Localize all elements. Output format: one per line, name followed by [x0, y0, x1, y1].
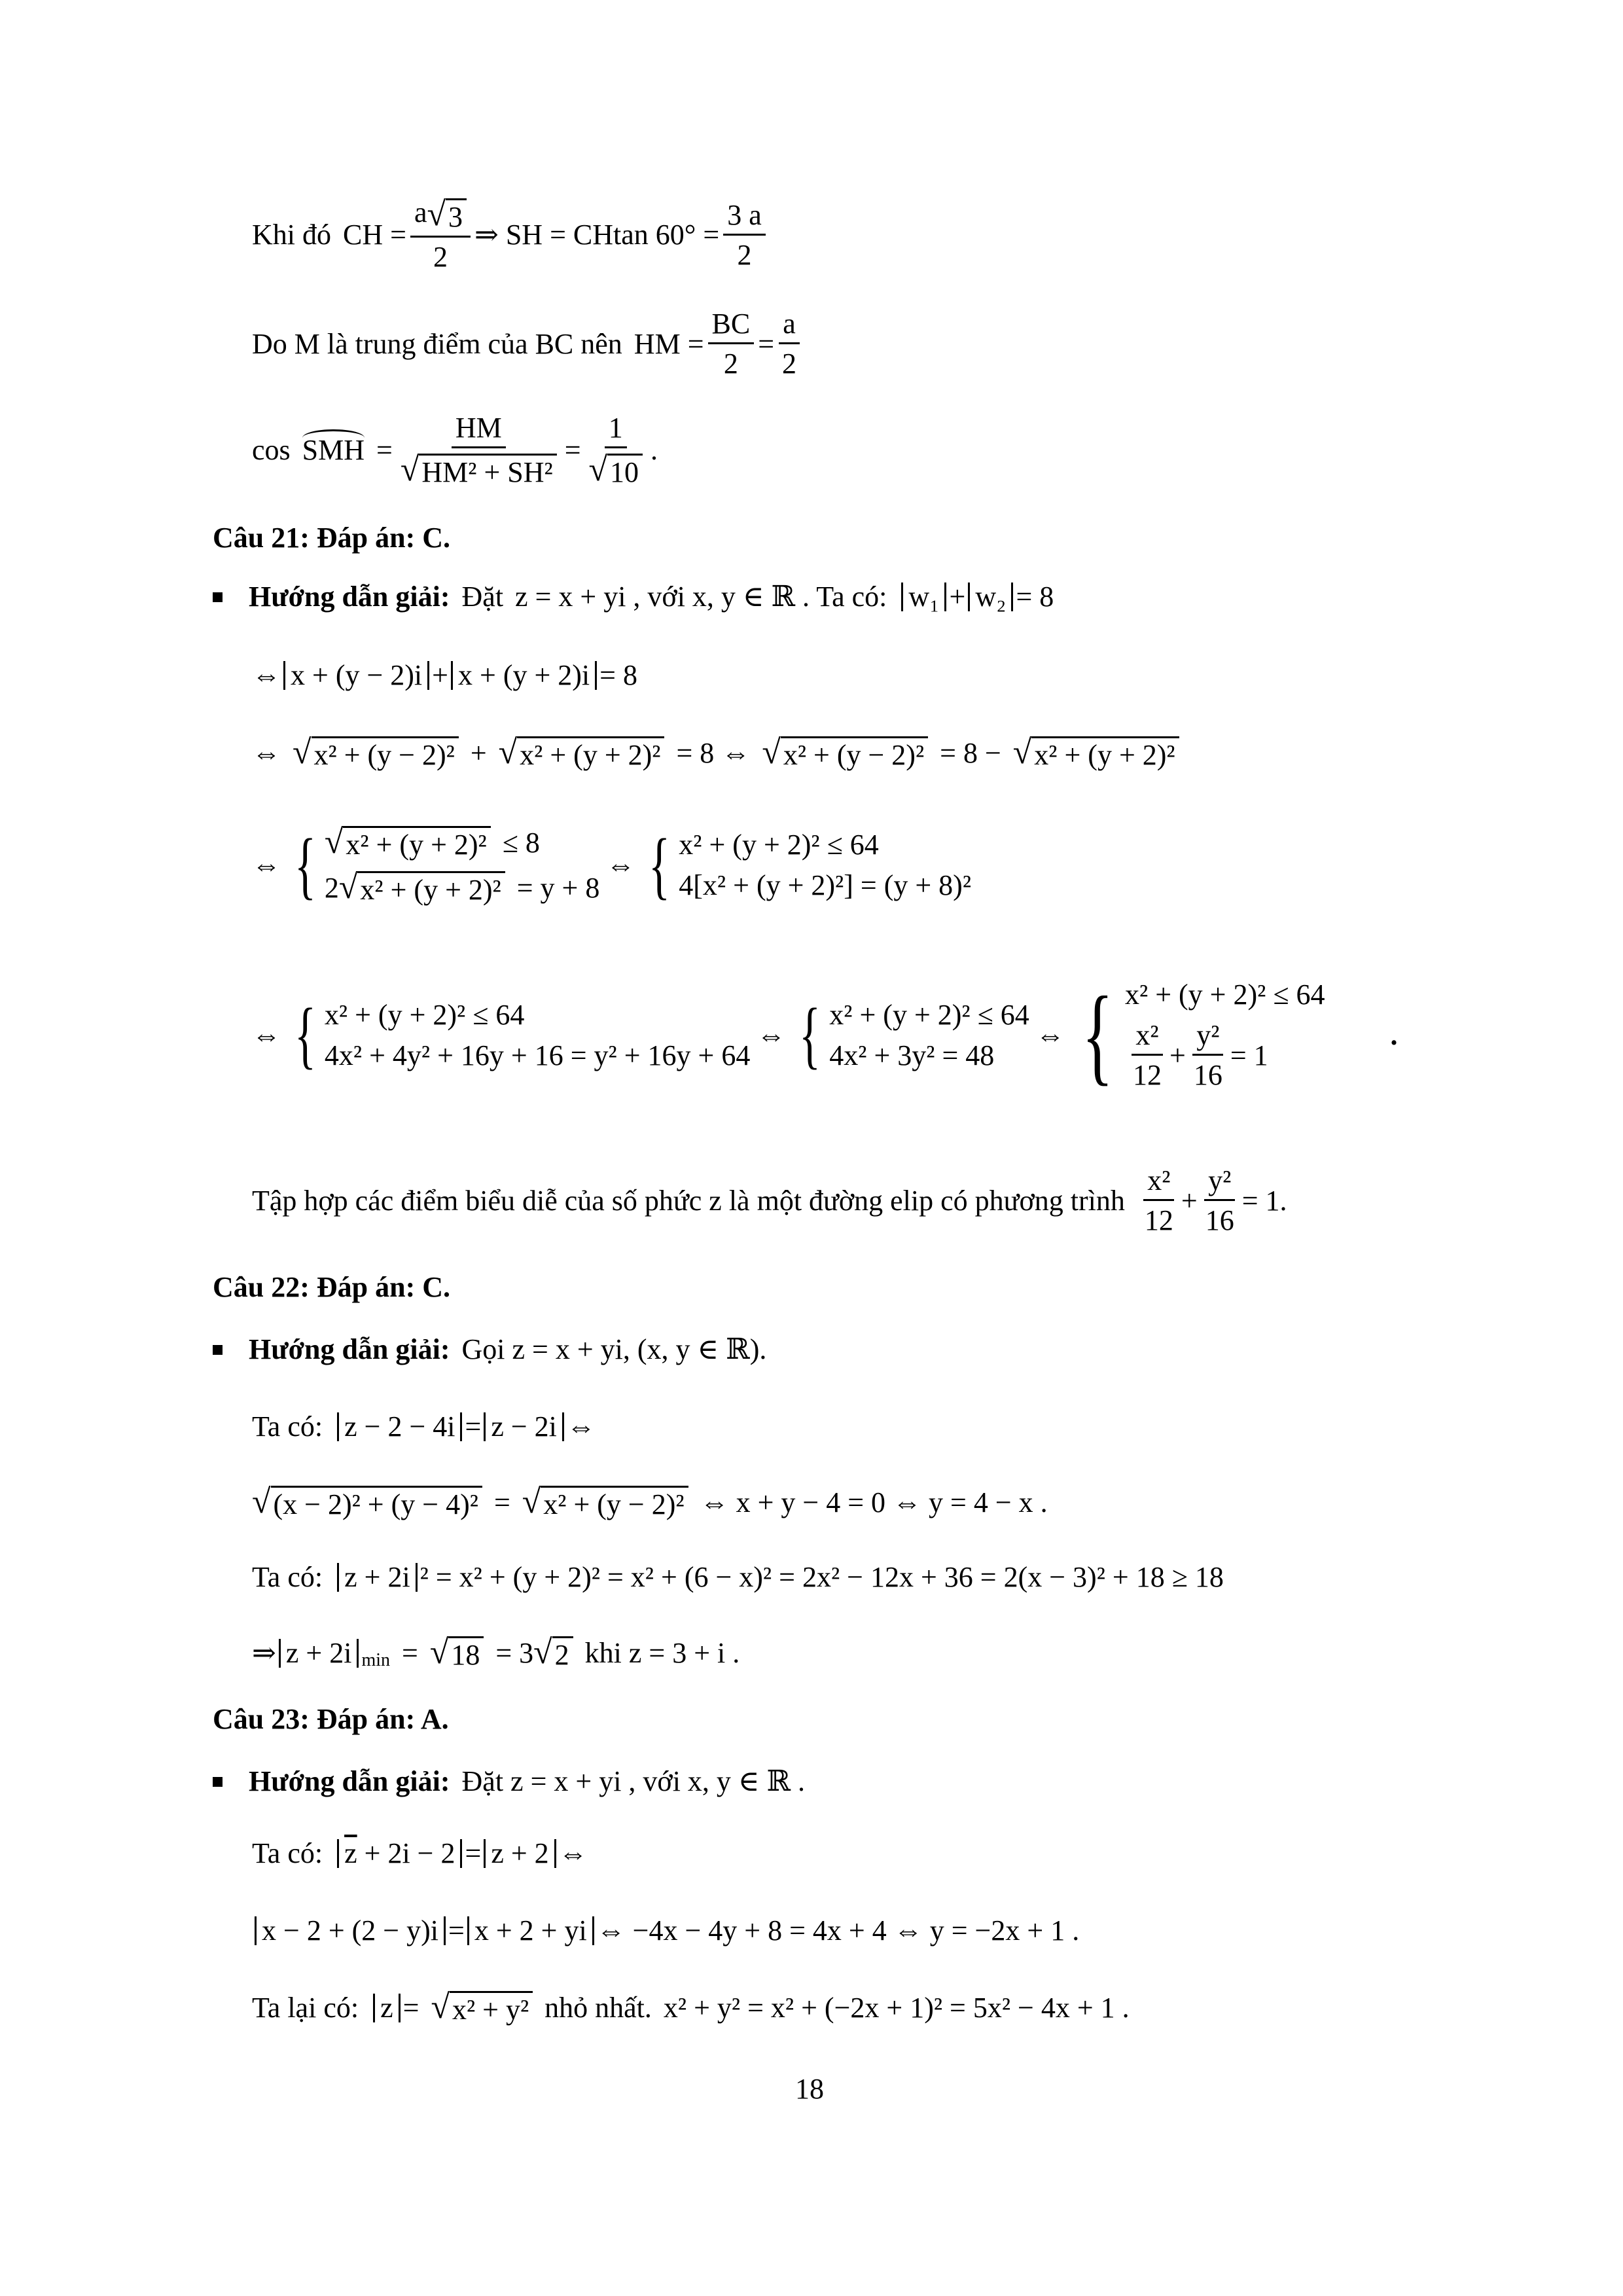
math: cos — [252, 434, 291, 467]
abs-value: z + 2i — [279, 1639, 359, 1668]
abs-value: z − 2i — [484, 1412, 564, 1441]
abs-value: w₂ — [968, 583, 1013, 611]
math: = — [376, 434, 393, 467]
equation-system: { x² + (y + 2)² ≤ 64 $\frac{\text{x²}}{12}$ + $\frac{\text{y²}}{16}$ = 1 — [1081, 975, 1325, 1096]
heading-q23: Câu 23: Đáp án: A. — [213, 1703, 449, 1735]
abs-value: z + 2 — [484, 1839, 556, 1868]
frac-den: 2 — [433, 241, 448, 274]
fraction: $\frac{\text{y²}}{16}$ — [1193, 1019, 1222, 1092]
sqrt: √ x² + (y + 2)² — [339, 871, 505, 905]
q22-step-2: √ (x − 2)² + (y − 4)² = √ x² + (y − 2)² ⇔ x + y − 4 = 0 ⇔ y = 4 − x . — [252, 1483, 1048, 1520]
q23-step-2: x − 2 + (2 − y)i = x + 2 + yi ⇔ −4x − 4y + 8 = 4x + 4 ⇔ y = −2x + 1 . — [252, 1916, 1079, 1945]
math: = — [564, 434, 581, 467]
q22-step-1: Ta có: z − 2 − 4i = z − 2i ⇔ — [252, 1410, 596, 1443]
sqrt: √ HM² + SH² — [401, 454, 557, 487]
sqrt: √ 10 — [589, 454, 643, 487]
q21-step-1: ⇔ x + (y − 2)i + x + (y + 2)i = 8 — [252, 659, 637, 691]
q21-step-3: ⇔ { √ x² + (y + 2)² ≤ 8 2 √ x² + (y + 2)² = y + 8 ⇔ { x² + (y + 2)² ≤ 64 4[x² + (y + 2)²] = (y + 8)² — [252, 823, 972, 906]
sqrt: √ (x − 2)² + (y − 4)² — [252, 1486, 482, 1519]
q22-step-3: Ta có: z + 2i ² = x² + (y + 2)² = x² + (6 − x)² = 2x² − 12x + 36 = 2(x − 3)² + 18 ≥ 18 — [252, 1561, 1224, 1593]
frac-num: a — [414, 196, 427, 228]
fraction: HM √ HM² + SH² — [397, 414, 561, 487]
sqrt: √ x² + (y + 2)² — [325, 826, 491, 859]
math: = — [758, 327, 775, 360]
intro-text: Do M là trung điểm của BC nên — [252, 327, 622, 360]
intro-line-2 — [252, 310, 804, 378]
equation-system: { x² + (y + 2)² ≤ 64 4x² + 4y² + 16y + 16 = y² + 16y + 64 — [294, 993, 751, 1077]
angle-symbol: SMH — [302, 434, 365, 467]
fraction: 1 √ 10 — [585, 414, 647, 487]
bullet-icon — [213, 1345, 223, 1355]
fraction: $\frac{a}{2}$ — [778, 310, 800, 378]
equation-system: { √ x² + (y + 2)² ≤ 8 2 √ x² + (y + 2)² = y + 8 — [294, 823, 600, 906]
sqrt: √ x² + (y − 2)² — [762, 736, 928, 770]
q21-conclusion: Tập hợp các điểm biểu diễ của số phức z là một đường elip có phương trình $\frac{\text{x²}}{12}$ + $\frac{\text{y²}}{16}$ = 1. — [252, 1164, 1287, 1236]
abs-value: z − 2 − 4i — [337, 1412, 462, 1441]
intro-line-3: cos SMH = HM √ HM² + SH² = 1 √ 10 . — [252, 412, 658, 489]
abs-value: w₁ — [901, 583, 946, 611]
q21-step-2: ⇔ √ x² + (y − 2)² + √ x² + (y + 2)² = 8 ⇔ √ x² + (y − 2)² = 8 − √ x² + (y + 2)² — [252, 736, 1179, 770]
sqrt: √ x² + y² — [431, 1991, 533, 2024]
sqrt: √ x² + (y − 2)² — [293, 736, 459, 770]
fraction: $\frac{\text{y²}}{16}$ — [1205, 1164, 1234, 1236]
abs-value: $\overline{z} + 2i - 2$ — [337, 1839, 462, 1868]
sqrt: √ 18 — [430, 1636, 484, 1670]
q23-step-3: Ta lại có: z = √ x² + y² nhỏ nhất. x² + y² = x² + (−2x + 1)² = 5x² − 4x + 1 . — [252, 1988, 1130, 2026]
math: HM = — [633, 327, 704, 360]
guide-q22: Hướng dẫn giải: Gọi z = x + yi, (x, y ∈ ℝ). — [213, 1335, 766, 1364]
fraction: $\frac{3 a}{2}$ — [723, 201, 766, 270]
heading-q21: Câu 21: Đáp án: C. — [213, 522, 451, 554]
abs-value: x − 2 + (2 − y)i — [255, 1916, 446, 1945]
guide-q23: Hướng dẫn giải: Đặt z = x + yi , với x, y ∈ ℝ . — [213, 1767, 805, 1796]
bullet-icon — [213, 1777, 223, 1787]
fraction: $\frac{BC}{2}$ — [708, 310, 755, 378]
equation-system: { x² + (y + 2)² ≤ 64 4[x² + (y + 2)²] = (y + 8)² — [649, 823, 972, 906]
sqrt: √ 2 — [533, 1636, 573, 1670]
fraction: $\frac{\text{x²}}{12}$ — [1133, 1019, 1162, 1092]
abs-value: x + 2 + yi — [467, 1916, 594, 1945]
fraction — [410, 198, 471, 272]
sqrt: √ x² + (y + 2)² — [1013, 736, 1179, 770]
bullet-icon — [213, 592, 223, 602]
sqrt: √ 3 — [427, 198, 467, 232]
sqrt: √ x² + (y − 2)² — [522, 1486, 688, 1519]
guide-q21: Hướng dẫn giải: Đặt z = x + yi , với x, y ∈ ℝ . Ta có: w₁ + w₂ = 8 — [213, 583, 1054, 611]
q23-step-1: Ta có: $\overline{z} + 2i - 2$ = z + 2 ⇔ — [252, 1837, 588, 1869]
equation-system: { x² + (y + 2)² ≤ 64 4x² + 3y² = 48 — [799, 993, 1029, 1077]
abs-value: z — [373, 1994, 401, 2022]
q21-step-4: ⇔ { x² + (y + 2)² ≤ 64 4x² + 4y² + 16y + 16 = y² + 16y + 64 ⇔ { x² + (y + 2)² ≤ 64 4x² + 3y² = 48 ⇔ { x² + (y + 2)² ≤ 64 $\frac{\text{x²}}{12}$ + $\frac{\text{y²}}{16}$ = 1 . — [252, 975, 1398, 1096]
fraction: $\frac{\text{x²}}{12}$ — [1144, 1164, 1173, 1236]
math: CH = — [343, 219, 406, 251]
q22-step-4: ⇒ z + 2i min = √ 18 = 3 √ 2 khi z = 3 + i . — [252, 1634, 740, 1671]
heading-q22: Câu 22: Đáp án: C. — [213, 1271, 451, 1303]
math: ⇒ SH = CHtan 60° = — [474, 219, 720, 251]
intro-text: Khi đó — [252, 219, 331, 251]
abs-value: z + 2i — [337, 1563, 418, 1592]
abs-value: x + (y − 2)i — [283, 661, 429, 690]
sqrt: √ x² + (y + 2)² — [499, 736, 665, 770]
intro-line-1 — [252, 198, 770, 272]
page-number: 18 — [795, 2073, 824, 2105]
abs-value: x + (y + 2)i — [451, 661, 597, 690]
